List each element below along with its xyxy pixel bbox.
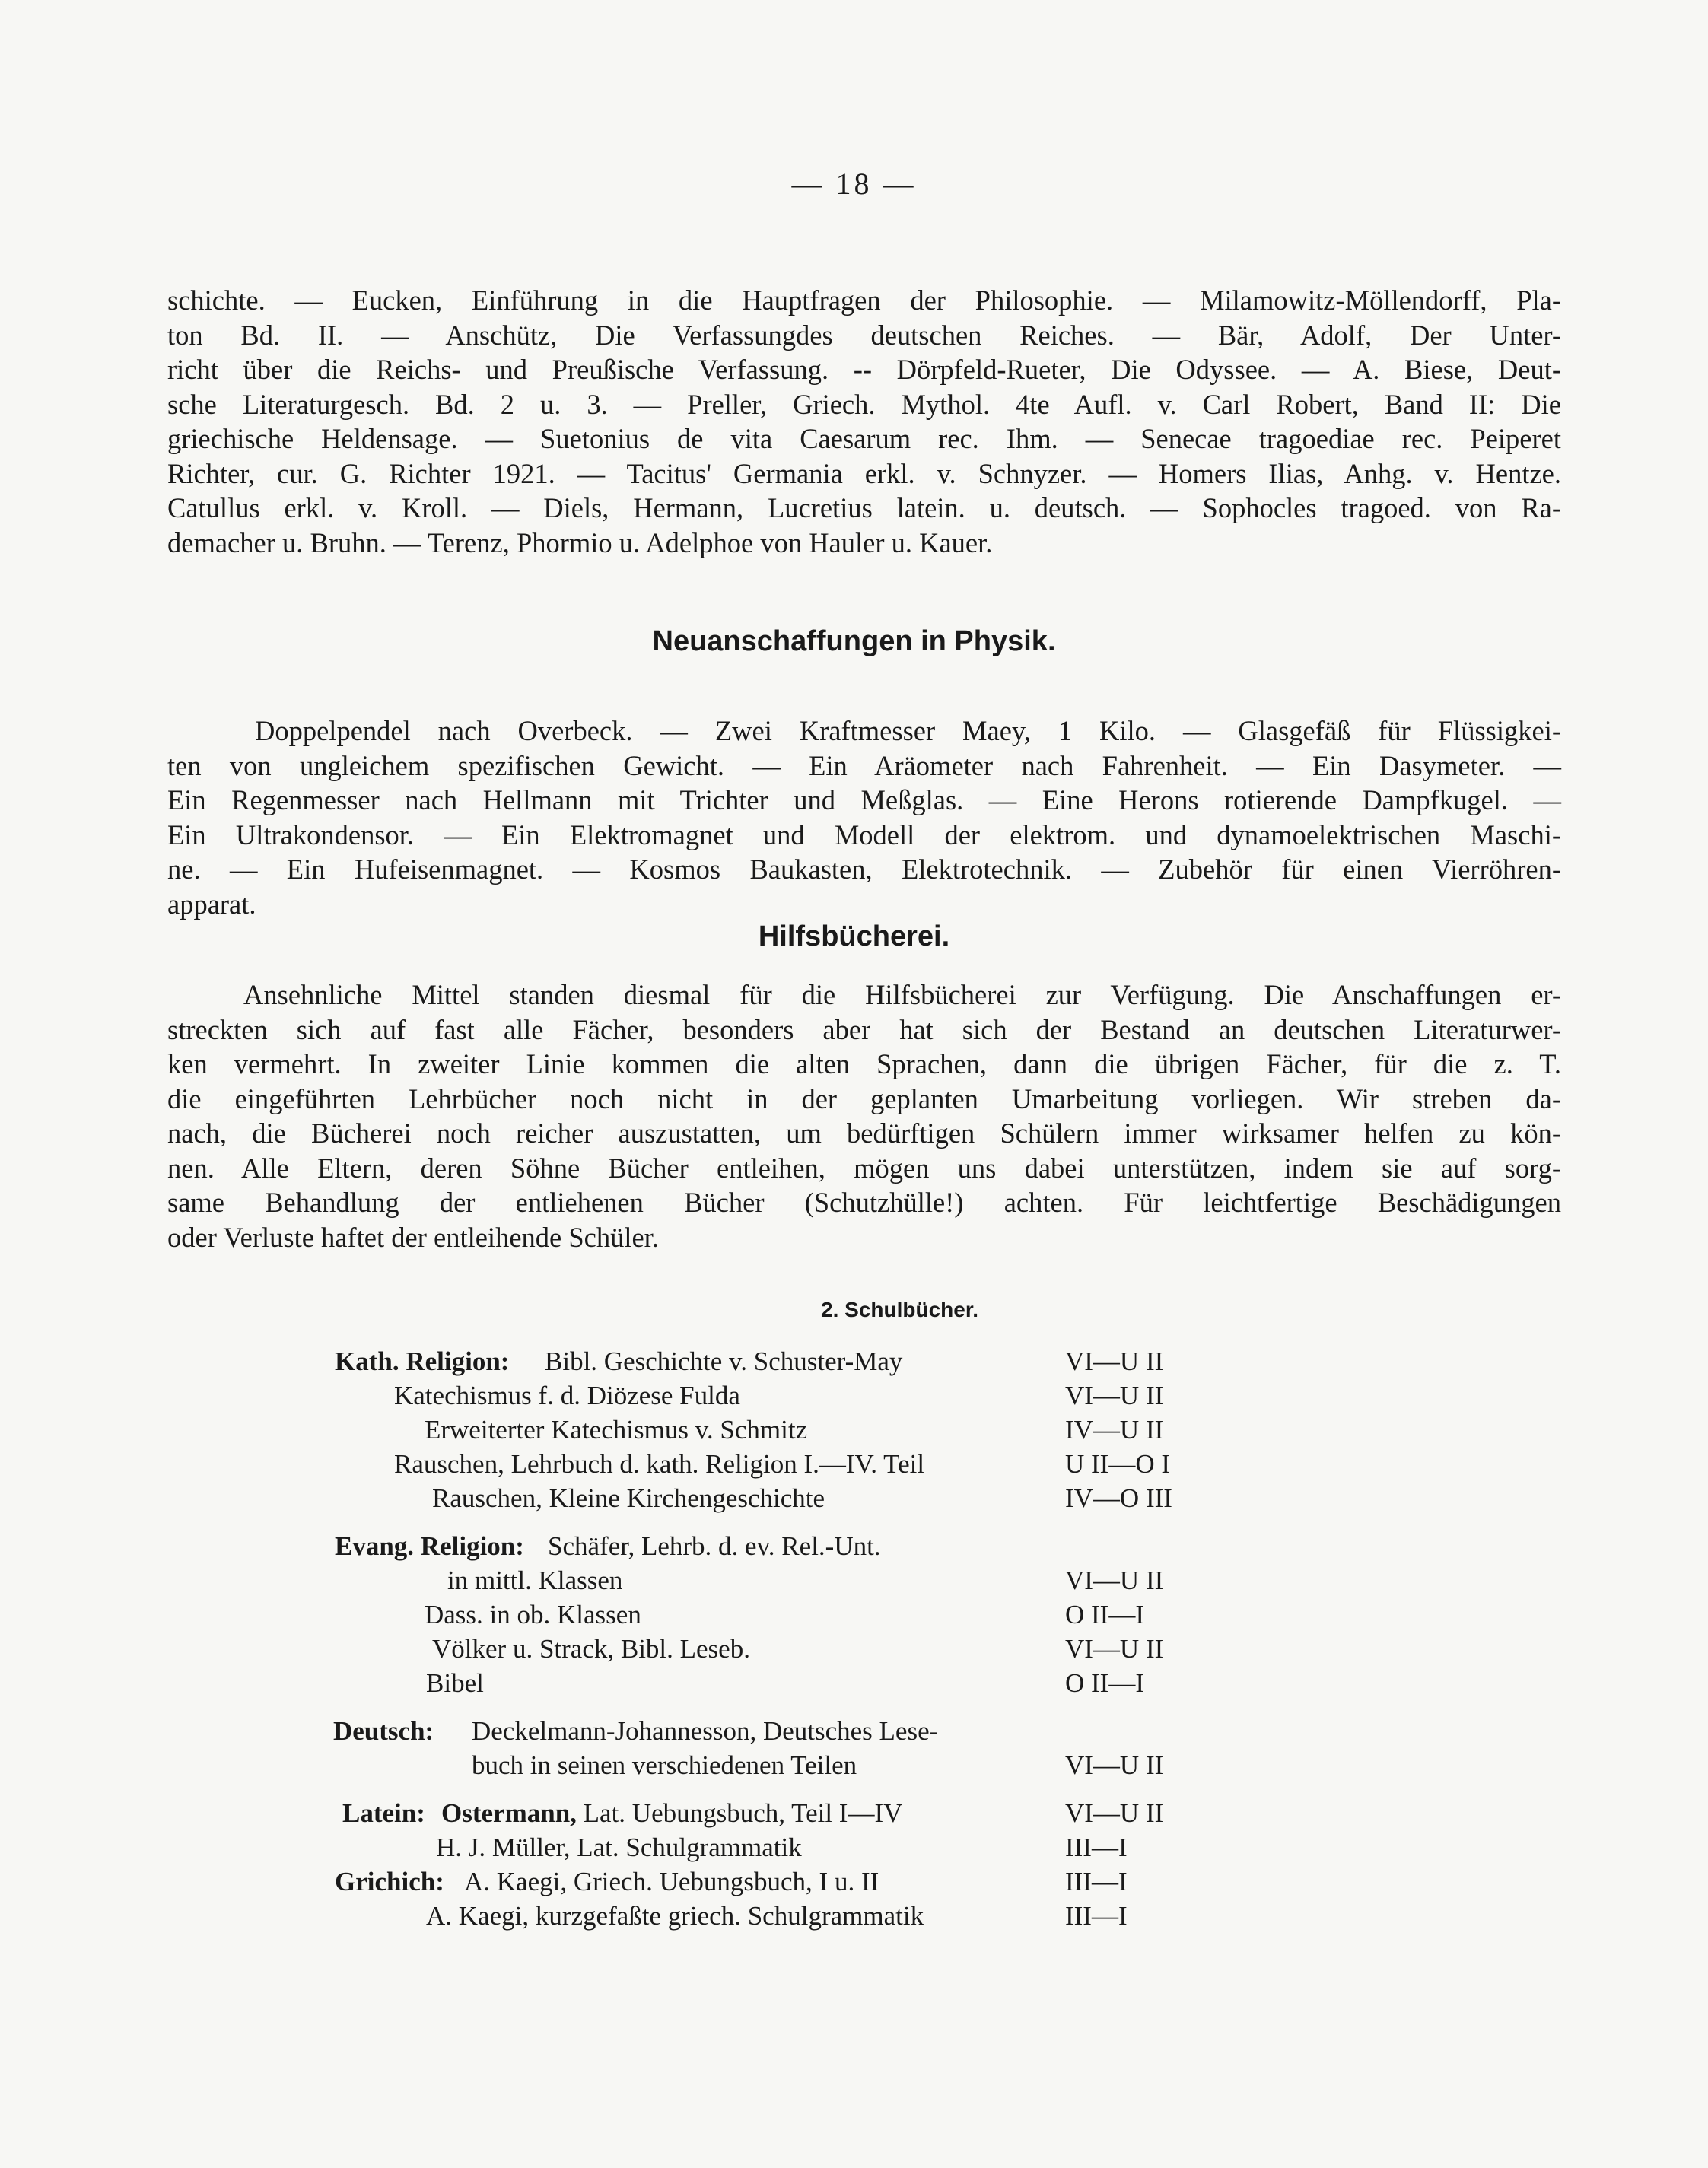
book-title-text: Dass. in ob. Klassen [425,1600,641,1629]
text-line: Richter, cur. G. Richter 1921. — Tacitus' Germania erkl. v. Schnyzer. — Homers Ilias, Anhg. v. Hentze. [167,457,1561,489]
book-title [394,1379,740,1413]
text-line: nach, die Bücherei noch reicher auszustatten, um bedürftigen Schülern immer wirksamer helfen zu kön- [167,1117,1561,1149]
book-title [548,1530,881,1563]
page-number: — 18 — [791,167,917,201]
book-title-text: Rauschen, Lehrbuch d. kath. Religion I.—IV. Teil [394,1449,925,1479]
text-line: Ein Ultrakondensor. — Ein Elektromagnet und Modell der elektrom. und dynamoelektrischen Maschi- [167,819,1561,850]
text-line: streckten sich auf fast alle Fächer, besonders aber hat sich der Bestand an deutschen Literaturwer- [167,1013,1561,1045]
hilfsbuecherei-paragraph [167,978,1561,1254]
book-title [545,1345,902,1378]
subject-label: Grichich: [335,1867,444,1896]
text-line: nen. Alle Eltern, deren Söhne Bücher entleihen, mögen uns dabei unterstützen, indem sie auf sorg- [167,1152,1561,1184]
text-line: same Behandlung der entliehenen Bücher (Schutzhülle!) achten. Für leichtfertige Beschädigungen [167,1187,1561,1218]
book-title [464,1865,879,1899]
book-title-text: Bibl. Geschichte v. Schuster-May [545,1346,903,1376]
book-author: Ostermann, [441,1798,577,1828]
book-title [472,1715,938,1748]
subject-label: Deutsch: [333,1716,434,1746]
book-title [394,1448,924,1481]
book-title [426,1667,484,1700]
class-range: VI—U II [1065,1346,1164,1376]
book-title [432,1632,750,1666]
class-range: III—I [1065,1901,1128,1931]
book-title-text: Schäfer, Lehrb. d. ev. Rel.-Unt. [548,1531,881,1561]
book-title [472,1749,857,1782]
text-line: ten von ungleichem spezifischen Gewicht. — Ein Aräometer nach Fahrenheit. — Ein Dasymeter. — [167,749,1561,781]
class-range: O II—I [1065,1600,1144,1629]
subject-label: Evang. Religion: [335,1531,524,1561]
book-title-text: Erweiterter Katechismus v. Schmitz [425,1415,808,1445]
class-range: IV—O III [1065,1483,1172,1513]
book-title [432,1482,825,1515]
book-title-text: Völker u. Strack, Bibl. Leseb. [432,1634,750,1664]
text-line: ne. — Ein Hufeisenmagnet. — Kosmos Baukasten, Elektrotechnik. — Zubehör für einen Vierröhren- [167,854,1561,885]
schulbuecher-heading: 2. Schulbücher. [821,1298,978,1321]
hilfsbuecherei-heading: Hilfsbücherei. [758,920,950,952]
book-title-text: buch in seinen verschiedenen Teilen [472,1750,857,1780]
book-title [425,1413,807,1447]
text-line: richt über die Reichs- und Preußische Verfassung. -- Dörpfeld-Rueter, Die Odyssee. — A. Biese, Deut- [167,354,1561,385]
text-line: schichte. — Eucken, Einführung in die Hauptfragen der Philosophie. — Milamowitz-Möllendorff, Pla- [167,285,1561,316]
text-line: Catullus erkl. v. Kroll. — Diels, Hermann, Lucretius latein. u. deutsch. — Sophocles tragoed. von Ra- [167,492,1561,523]
intro-paragraph [167,283,1561,560]
text-line: griechische Heldensage. — Suetonius de vita Caesarum rec. Ihm. — Senecae tragoediae rec. Peiperet [167,423,1561,454]
text-line: ton Bd. II. — Anschütz, Die Verfassungdes deutschen Reiches. — Bär, Adolf, Der Unter- [167,319,1561,351]
physik-heading: Neuanschaffungen in Physik. [652,625,1056,657]
book-title-text: in mittl. Klassen [447,1566,623,1595]
text-line: oder Verluste haftet der entleihende Schüler. [167,1221,659,1253]
class-range: U II—O I [1065,1449,1171,1479]
book-title [447,1564,622,1597]
text-line: Doppelpendel nach Overbeck. — Zwei Kraftmesser Maey, 1 Kilo. — Glasgefäß für Flüssigkei- [255,715,1561,746]
class-range: VI—U II [1065,1566,1164,1595]
text-line: Ansehnliche Mittel standen diesmal für die Hilfsbücherei zur Verfügung. Die Anschaffungen er- [243,979,1561,1010]
class-range: IV—U II [1065,1415,1164,1445]
book-title-text: A. Kaegi, kurzgefaßte griech. Schulgrammatik [426,1901,924,1931]
class-range: III—I [1065,1833,1128,1862]
class-range: VI—U II [1065,1381,1164,1410]
book-title-text: Katechismus f. d. Diözese Fulda [394,1381,740,1410]
text-line: die eingeführten Lehrbücher noch nicht in der geplanten Umarbeitung vorliegen. Wir streben da- [167,1082,1561,1114]
subject-label: Kath. Religion: [335,1346,510,1376]
book-title-text: Bibel [426,1668,484,1698]
book-title [436,1831,802,1864]
book-title-text: Rauschen, Kleine Kirchengeschichte [432,1483,825,1513]
book-title [425,1598,641,1632]
book-title [426,1899,924,1933]
class-range: O II—I [1065,1668,1144,1698]
text-line: sche Literaturgesch. Bd. 2 u. 3. — Preller, Griech. Mythol. 4te Aufl. v. Carl Robert, Band II: Die [167,388,1561,420]
text-line: ken vermehrt. In zweiter Linie kommen die alten Sprachen, dann die übrigen Fächer, für die z. T. [167,1048,1561,1079]
class-range: VI—U II [1065,1634,1164,1664]
book-title-text: H. J. Müller, Lat. Schulgrammatik [436,1833,802,1862]
text-line: Ein Regenmesser nach Hellmann mit Trichter und Meßglas. — Eine Herons rotierende Dampfkugel. — [167,784,1561,815]
book-title-text: A. Kaegi, Griech. Uebungsbuch, I u. II [464,1867,879,1896]
subject-label: Latein: [342,1798,425,1828]
physik-paragraph [167,714,1561,921]
book-title-text: Lat. Uebungsbuch, Teil I—IV [576,1798,903,1828]
class-range: VI—U II [1065,1750,1164,1780]
text-line: demacher u. Bruhn. — Terenz, Phormio u. Adelphoe von Hauler u. Kauer. [167,526,993,558]
book-title [441,1797,902,1830]
class-range: VI—U II [1065,1798,1164,1828]
text-line: apparat. [167,888,256,920]
class-range: III—I [1065,1867,1128,1896]
book-title-text: Deckelmann-Johannesson, Deutsches Lese- [472,1716,939,1746]
